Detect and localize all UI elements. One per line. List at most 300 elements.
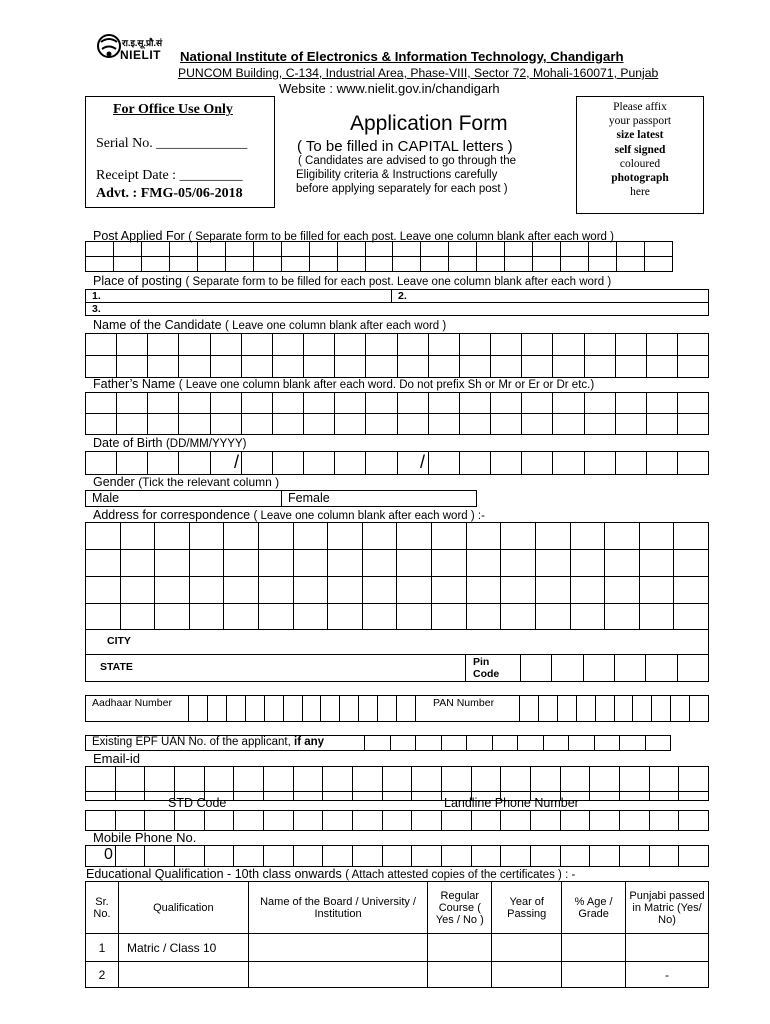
char-box[interactable]: [116, 811, 146, 830]
char-box[interactable]: [117, 393, 148, 413]
char-box[interactable]: [242, 393, 273, 413]
char-box[interactable]: [148, 393, 179, 413]
char-box[interactable]: [616, 356, 647, 377]
char-box[interactable]: [378, 696, 397, 721]
char-box[interactable]: [121, 577, 156, 603]
char-box[interactable]: [620, 767, 650, 791]
char-box[interactable]: [170, 242, 198, 256]
char-box[interactable]: [198, 257, 226, 271]
char-box[interactable]: [114, 242, 142, 256]
char-box[interactable]: [86, 414, 117, 434]
qual-cell[interactable]: Matric / Class 10: [118, 934, 248, 962]
char-box[interactable]: [416, 736, 442, 750]
char-box[interactable]: [234, 811, 264, 830]
qual-cell[interactable]: [492, 934, 562, 962]
char-box[interactable]: [590, 767, 620, 791]
char-box[interactable]: [304, 452, 335, 474]
char-box[interactable]: [522, 414, 553, 434]
char-box[interactable]: [211, 356, 242, 377]
char-box[interactable]: [467, 550, 502, 576]
char-box[interactable]: [460, 356, 491, 377]
char-box[interactable]: [366, 257, 394, 271]
char-box[interactable]: [518, 736, 544, 750]
char-box[interactable]: [429, 414, 460, 434]
char-box[interactable]: [674, 523, 708, 549]
char-box[interactable]: [679, 767, 708, 791]
char-box[interactable]: [328, 523, 363, 549]
char-box[interactable]: [273, 452, 304, 474]
char-box[interactable]: [86, 523, 121, 549]
char-box[interactable]: [335, 334, 366, 355]
place-posting-1[interactable]: [85, 289, 392, 303]
char-box[interactable]: [561, 257, 589, 271]
char-box[interactable]: [674, 577, 708, 603]
char-box[interactable]: [491, 452, 522, 474]
address-row-2[interactable]: [85, 549, 709, 577]
char-box[interactable]: [383, 767, 413, 791]
char-box[interactable]: [335, 452, 366, 474]
char-box[interactable]: [617, 242, 645, 256]
char-box[interactable]: [569, 736, 595, 750]
char-box[interactable]: [522, 356, 553, 377]
char-box[interactable]: [363, 577, 398, 603]
char-box[interactable]: [148, 414, 179, 434]
char-box[interactable]: [170, 257, 198, 271]
char-box[interactable]: [189, 696, 208, 721]
char-box[interactable]: [472, 767, 502, 791]
char-box[interactable]: [335, 356, 366, 377]
char-box[interactable]: [398, 414, 429, 434]
char-box[interactable]: [679, 792, 708, 800]
char-box[interactable]: [429, 452, 460, 474]
char-box[interactable]: [522, 334, 553, 355]
char-box[interactable]: [615, 655, 646, 681]
char-box[interactable]: [303, 696, 322, 721]
char-box[interactable]: [117, 334, 148, 355]
char-box[interactable]: [323, 767, 353, 791]
char-box[interactable]: [620, 736, 646, 750]
char-box[interactable]: [501, 811, 531, 830]
char-box[interactable]: [585, 393, 616, 413]
post-applied-row-2[interactable]: [85, 256, 673, 272]
char-box[interactable]: [472, 811, 502, 830]
char-box[interactable]: [353, 846, 383, 866]
char-box[interactable]: [571, 604, 606, 629]
pan-field[interactable]: [519, 695, 709, 722]
char-box[interactable]: [690, 696, 708, 721]
char-box[interactable]: [121, 550, 156, 576]
char-box[interactable]: [561, 767, 591, 791]
char-box[interactable]: [273, 393, 304, 413]
char-box[interactable]: [561, 846, 591, 866]
char-box[interactable]: [264, 811, 294, 830]
qual-cell[interactable]: [428, 962, 492, 988]
char-box[interactable]: [645, 242, 672, 256]
char-box[interactable]: [585, 414, 616, 434]
char-box[interactable]: [205, 811, 235, 830]
char-box[interactable]: [678, 452, 708, 474]
qual-cell[interactable]: [492, 962, 562, 988]
char-box[interactable]: [310, 242, 338, 256]
char-box[interactable]: [397, 696, 415, 721]
char-box[interactable]: [145, 767, 175, 791]
char-box[interactable]: [460, 414, 491, 434]
qual-cell[interactable]: [248, 962, 428, 988]
char-box[interactable]: [442, 767, 472, 791]
char-box[interactable]: [366, 393, 397, 413]
char-box[interactable]: [553, 414, 584, 434]
char-box[interactable]: [86, 334, 117, 355]
char-box[interactable]: [536, 550, 571, 576]
char-box[interactable]: [522, 393, 553, 413]
char-box[interactable]: [501, 767, 531, 791]
char-box[interactable]: [412, 767, 442, 791]
char-box[interactable]: [397, 523, 432, 549]
char-box[interactable]: [460, 334, 491, 355]
char-box[interactable]: [273, 334, 304, 355]
char-box[interactable]: [412, 846, 442, 866]
char-box[interactable]: [328, 604, 363, 629]
char-box[interactable]: [145, 846, 175, 866]
char-box[interactable]: [179, 334, 210, 355]
char-box[interactable]: [652, 696, 671, 721]
father-name-row-1[interactable]: [85, 392, 709, 414]
char-box[interactable]: [449, 242, 477, 256]
candidate-name-row-2[interactable]: [85, 355, 709, 378]
char-box[interactable]: [254, 242, 282, 256]
char-box[interactable]: [265, 696, 284, 721]
char-box[interactable]: [366, 242, 394, 256]
char-box[interactable]: [674, 550, 708, 576]
char-box[interactable]: [561, 242, 589, 256]
char-box[interactable]: [323, 792, 353, 800]
char-box[interactable]: [646, 736, 671, 750]
char-box[interactable]: [678, 414, 708, 434]
char-box[interactable]: [442, 736, 468, 750]
char-box[interactable]: [616, 393, 647, 413]
email-row-1[interactable]: [85, 766, 709, 792]
char-box[interactable]: [391, 736, 417, 750]
char-box[interactable]: [650, 767, 680, 791]
char-box[interactable]: [328, 550, 363, 576]
char-box[interactable]: [254, 257, 282, 271]
qual-cell[interactable]: [626, 934, 709, 962]
char-box[interactable]: [491, 393, 522, 413]
char-box[interactable]: [605, 550, 640, 576]
char-box[interactable]: [620, 846, 650, 866]
qual-cell[interactable]: [428, 934, 492, 962]
char-box[interactable]: [179, 452, 210, 474]
char-box[interactable]: [121, 523, 156, 549]
char-box[interactable]: [155, 523, 190, 549]
char-box[interactable]: [491, 414, 522, 434]
char-box[interactable]: [647, 356, 678, 377]
qual-cell[interactable]: [118, 962, 248, 988]
char-box[interactable]: [117, 414, 148, 434]
char-box[interactable]: [190, 550, 225, 576]
char-box[interactable]: [505, 242, 533, 256]
char-box[interactable]: [460, 452, 491, 474]
place-posting-3[interactable]: [85, 302, 709, 316]
char-box[interactable]: [617, 257, 645, 271]
char-box[interactable]: [449, 257, 477, 271]
char-box[interactable]: [142, 257, 170, 271]
char-box[interactable]: [393, 257, 421, 271]
char-box[interactable]: [429, 334, 460, 355]
char-box[interactable]: [86, 356, 117, 377]
website-link[interactable]: www.nielit.gov.in/chandigarh: [336, 81, 500, 96]
char-box[interactable]: [353, 811, 383, 830]
char-box[interactable]: [86, 550, 121, 576]
char-box[interactable]: [432, 604, 467, 629]
char-box[interactable]: [264, 846, 294, 866]
char-box[interactable]: [620, 792, 650, 800]
char-box[interactable]: [679, 811, 708, 830]
char-box[interactable]: [678, 356, 708, 377]
char-box[interactable]: [363, 604, 398, 629]
char-box[interactable]: [282, 257, 310, 271]
char-box[interactable]: [148, 334, 179, 355]
char-box[interactable]: [190, 577, 225, 603]
char-box[interactable]: [179, 356, 210, 377]
char-box[interactable]: [432, 523, 467, 549]
char-box[interactable]: [338, 242, 366, 256]
char-box[interactable]: [522, 452, 553, 474]
char-box[interactable]: [226, 257, 254, 271]
char-box[interactable]: [179, 414, 210, 434]
char-box[interactable]: [421, 257, 449, 271]
char-box[interactable]: [86, 604, 121, 629]
char-box[interactable]: [650, 792, 680, 800]
char-box[interactable]: [647, 452, 678, 474]
char-box[interactable]: [620, 811, 650, 830]
char-box[interactable]: [363, 523, 398, 549]
char-box[interactable]: [304, 356, 335, 377]
char-box[interactable]: [264, 792, 294, 800]
char-box[interactable]: [640, 577, 675, 603]
char-box[interactable]: [539, 696, 558, 721]
char-box[interactable]: [148, 356, 179, 377]
char-box[interactable]: [205, 846, 235, 866]
char-box[interactable]: [205, 767, 235, 791]
char-box[interactable]: [505, 257, 533, 271]
char-box[interactable]: [477, 257, 505, 271]
char-box[interactable]: [273, 356, 304, 377]
char-box[interactable]: [442, 846, 472, 866]
address-row-1[interactable]: [85, 522, 709, 550]
char-box[interactable]: [294, 604, 329, 629]
char-box[interactable]: [412, 811, 442, 830]
char-box[interactable]: [264, 767, 294, 791]
char-box[interactable]: [553, 334, 584, 355]
char-box[interactable]: [678, 393, 708, 413]
char-box[interactable]: [340, 696, 359, 721]
father-name-row-2[interactable]: [85, 413, 709, 435]
char-box[interactable]: [647, 414, 678, 434]
char-box[interactable]: [234, 767, 264, 791]
char-box[interactable]: [175, 767, 205, 791]
char-box[interactable]: [294, 846, 324, 866]
char-box[interactable]: [616, 334, 647, 355]
char-box[interactable]: [553, 452, 584, 474]
char-box[interactable]: [674, 604, 708, 629]
char-box[interactable]: [596, 696, 615, 721]
char-box[interactable]: [366, 334, 397, 355]
aadhaar-field[interactable]: [188, 695, 416, 722]
char-box[interactable]: [142, 242, 170, 256]
char-box[interactable]: [552, 655, 583, 681]
char-box[interactable]: [359, 696, 378, 721]
char-box[interactable]: [633, 696, 652, 721]
qual-cell[interactable]: [562, 962, 626, 988]
char-box[interactable]: [365, 736, 391, 750]
char-box[interactable]: [605, 577, 640, 603]
char-box[interactable]: [86, 767, 116, 791]
char-box[interactable]: [211, 334, 242, 355]
char-box[interactable]: [224, 604, 259, 629]
char-box[interactable]: [553, 356, 584, 377]
char-box[interactable]: [116, 767, 146, 791]
char-box[interactable]: [121, 604, 156, 629]
char-box[interactable]: [393, 242, 421, 256]
char-box[interactable]: [553, 393, 584, 413]
char-box[interactable]: [338, 257, 366, 271]
char-box[interactable]: [383, 846, 413, 866]
char-box[interactable]: [616, 452, 647, 474]
char-box[interactable]: [589, 242, 617, 256]
char-box[interactable]: [383, 792, 413, 800]
char-box[interactable]: [273, 414, 304, 434]
char-box[interactable]: [442, 811, 472, 830]
char-box[interactable]: [645, 257, 672, 271]
candidate-name-row-1[interactable]: [85, 333, 709, 356]
epf-field[interactable]: [364, 735, 671, 751]
qual-cell[interactable]: [562, 934, 626, 962]
char-box[interactable]: [117, 356, 148, 377]
char-box[interactable]: [679, 846, 708, 866]
char-box[interactable]: [234, 846, 264, 866]
char-box[interactable]: [259, 604, 294, 629]
char-box[interactable]: [323, 846, 353, 866]
char-box[interactable]: [533, 242, 561, 256]
char-box[interactable]: [211, 393, 242, 413]
landline-field[interactable]: [85, 810, 709, 831]
char-box[interactable]: [224, 523, 259, 549]
city-field[interactable]: [85, 629, 709, 655]
char-box[interactable]: [304, 393, 335, 413]
char-box[interactable]: [175, 846, 205, 866]
char-box[interactable]: [544, 736, 570, 750]
char-box[interactable]: [429, 393, 460, 413]
char-box[interactable]: [116, 846, 146, 866]
char-box[interactable]: [246, 696, 265, 721]
char-box[interactable]: [590, 792, 620, 800]
char-box[interactable]: [605, 604, 640, 629]
char-box[interactable]: [294, 767, 324, 791]
char-box[interactable]: [520, 696, 539, 721]
char-box[interactable]: [86, 393, 117, 413]
char-box[interactable]: [190, 523, 225, 549]
char-box[interactable]: [353, 767, 383, 791]
char-box[interactable]: [397, 604, 432, 629]
char-box[interactable]: [590, 846, 620, 866]
char-box[interactable]: [646, 655, 677, 681]
char-box[interactable]: [533, 257, 561, 271]
char-box[interactable]: [234, 792, 264, 800]
char-box[interactable]: [398, 334, 429, 355]
char-box[interactable]: [501, 523, 536, 549]
char-box[interactable]: [114, 257, 142, 271]
char-box[interactable]: [561, 811, 591, 830]
char-box[interactable]: [640, 604, 675, 629]
char-box[interactable]: [467, 577, 502, 603]
qual-cell[interactable]: -: [626, 962, 709, 988]
char-box[interactable]: [353, 792, 383, 800]
dob-field[interactable]: [85, 451, 709, 475]
char-box[interactable]: [616, 414, 647, 434]
char-box[interactable]: [116, 792, 146, 800]
char-box[interactable]: [531, 846, 561, 866]
state-field[interactable]: [85, 654, 466, 682]
char-box[interactable]: [242, 356, 273, 377]
char-box[interactable]: [282, 242, 310, 256]
char-box[interactable]: [227, 696, 246, 721]
char-box[interactable]: [398, 356, 429, 377]
place-posting-2[interactable]: [391, 289, 709, 303]
char-box[interactable]: [383, 811, 413, 830]
char-box[interactable]: [647, 334, 678, 355]
char-box[interactable]: [86, 811, 116, 830]
char-box[interactable]: [224, 550, 259, 576]
char-box[interactable]: [86, 242, 114, 256]
char-box[interactable]: [521, 655, 552, 681]
char-box[interactable]: [501, 846, 531, 866]
address-row-4[interactable]: [85, 603, 709, 630]
qual-cell[interactable]: [248, 934, 428, 962]
char-box[interactable]: [294, 550, 329, 576]
char-box[interactable]: [86, 792, 116, 800]
char-box[interactable]: [650, 811, 680, 830]
char-box[interactable]: [571, 577, 606, 603]
char-box[interactable]: [86, 577, 121, 603]
char-box[interactable]: [429, 356, 460, 377]
char-box[interactable]: [460, 393, 491, 413]
char-box[interactable]: [571, 523, 606, 549]
char-box[interactable]: [155, 604, 190, 629]
char-box[interactable]: [363, 550, 398, 576]
char-box[interactable]: [536, 604, 571, 629]
char-box[interactable]: [432, 550, 467, 576]
char-box[interactable]: [259, 577, 294, 603]
char-box[interactable]: [412, 792, 442, 800]
char-box[interactable]: [531, 811, 561, 830]
char-box[interactable]: [647, 393, 678, 413]
char-box[interactable]: [366, 414, 397, 434]
char-box[interactable]: [397, 550, 432, 576]
address-row-3[interactable]: [85, 576, 709, 604]
char-box[interactable]: [585, 452, 616, 474]
char-box[interactable]: [242, 452, 273, 474]
char-box[interactable]: [310, 257, 338, 271]
char-box[interactable]: [501, 604, 536, 629]
char-box[interactable]: [467, 604, 502, 629]
char-box[interactable]: [501, 550, 536, 576]
char-box[interactable]: [117, 452, 148, 474]
char-box[interactable]: [86, 257, 114, 271]
char-box[interactable]: [501, 577, 536, 603]
char-box[interactable]: [366, 452, 397, 474]
char-box[interactable]: [175, 811, 205, 830]
